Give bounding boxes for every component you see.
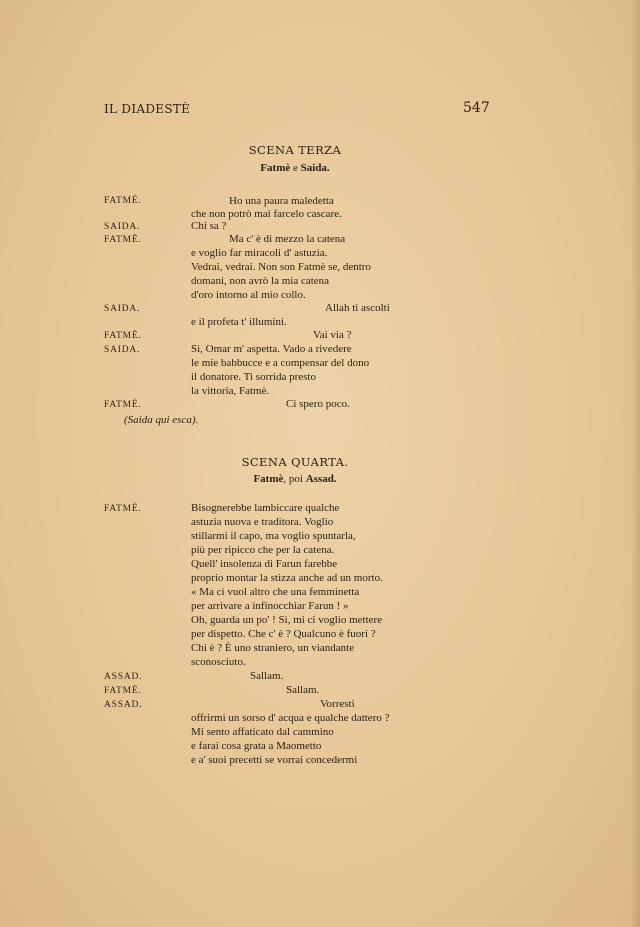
- verse-line: Ci spero poco.: [286, 398, 350, 410]
- verse-line: Quell' insolenza di Farun farebbe: [191, 558, 338, 570]
- speaker-label: ASSAD.: [104, 700, 143, 710]
- verse-line: Sallam.: [286, 684, 320, 696]
- scene-three-title: SCENA TERZA: [248, 143, 342, 157]
- verse-line: Vai via ?: [313, 329, 352, 341]
- verse-line: Ho una paura maledetta: [229, 195, 334, 207]
- verse-line: Vorresti: [320, 698, 355, 710]
- character-name: Fatmè: [253, 473, 284, 485]
- verse-line: e a' suoi precetti se vorrai concedermi: [191, 754, 358, 766]
- verse-line: stillarmi il capo, ma voglio spuntarla,: [191, 530, 356, 542]
- verse-line: Allah ti ascolti: [325, 302, 390, 314]
- character-join: e: [290, 162, 301, 174]
- verse-line: domani, non avrò la mia catena: [191, 275, 330, 287]
- verse-line: e il profeta t' illumini.: [191, 316, 287, 328]
- verse-line: per arrivare a infinocchiar Farun ! »: [191, 600, 349, 612]
- verse-line: astuzia nuova e traditora. Voglio: [191, 516, 334, 528]
- page-edge-shadow: [630, 0, 640, 927]
- speaker-label: SAIDA.: [104, 304, 141, 314]
- character-name: Saida.: [300, 162, 330, 174]
- scene-four-characters: [0, 473, 590, 485]
- verse-line: offrirmi un sorso d' acqua e qualche dattero ?: [191, 712, 390, 724]
- verse-line: il donatore. Ti sorrida presto: [191, 371, 316, 383]
- verse-line: Mi sento affaticato dal cammino: [191, 726, 334, 738]
- speaker-label: FATMÈ.: [104, 504, 142, 514]
- verse-line: sconosciuto.: [191, 656, 246, 668]
- speaker-label: ASSAD.: [104, 672, 143, 682]
- verse-line: e voglio far miracoli d' astuzia.: [191, 247, 328, 259]
- character-join: , poi: [283, 473, 306, 485]
- verse-line: per dispetto. Che c' è ? Qualcuno è fuori ?: [191, 628, 376, 640]
- verse-line: Sallam.: [250, 670, 284, 682]
- scene-four-title: SCENA QUARTA.: [241, 455, 349, 469]
- verse-line: le mie babbucce e a compensar del dono: [191, 357, 370, 369]
- speaker-label: SAIDA.: [104, 222, 141, 232]
- verse-line: Ma c' è di mezzo la catena: [229, 233, 346, 245]
- verse-line: Sì, Omar m' aspetta. Vado a rivedere: [191, 343, 352, 355]
- speaker-label: FATMÈ.: [104, 686, 142, 696]
- speaker-label: FATMÈ.: [104, 235, 142, 245]
- scene-three-characters: [0, 162, 590, 174]
- running-title: IL DIADESTÈ: [104, 102, 191, 116]
- verse-line: più per ripicco che per la catena.: [191, 544, 335, 556]
- verse-line: Bisognerebbe lambiccare qualche: [191, 502, 340, 514]
- verse-line: la vittoria, Fatmè.: [191, 385, 270, 397]
- speaker-label: FATMÈ.: [104, 331, 142, 341]
- stage-direction: (Saida qui esca).: [124, 414, 199, 426]
- speaker-label: FATMÈ.: [104, 196, 142, 206]
- verse-line: proprio montar la stizza anche ad un morto.: [191, 572, 383, 584]
- speaker-label: SAIDA.: [104, 345, 141, 355]
- character-name: Fatmè: [260, 162, 291, 174]
- speaker-label: FATMÈ.: [104, 400, 142, 410]
- verse-line: « Ma ci vuol altro che una femminetta: [191, 586, 360, 598]
- verse-line: Chi è ? È uno straniero, un viandante: [191, 642, 355, 654]
- page-number: 547: [463, 100, 490, 116]
- verse-line: Vedrai, vedrai. Non son Fatmè se, dentro: [191, 261, 371, 273]
- verse-line: Oh, guarda un po' ! Sì, mi ci voglio mettere: [191, 614, 383, 626]
- verse-line: Chi sa ?: [191, 220, 227, 232]
- character-name: Assad.: [305, 473, 337, 485]
- verse-line: che non potrò mai farcelo cascare.: [191, 208, 342, 220]
- verse-line: e farai cosa grata a Maometto: [191, 740, 322, 752]
- verse-line: d'oro intorno al mio collo.: [191, 289, 306, 301]
